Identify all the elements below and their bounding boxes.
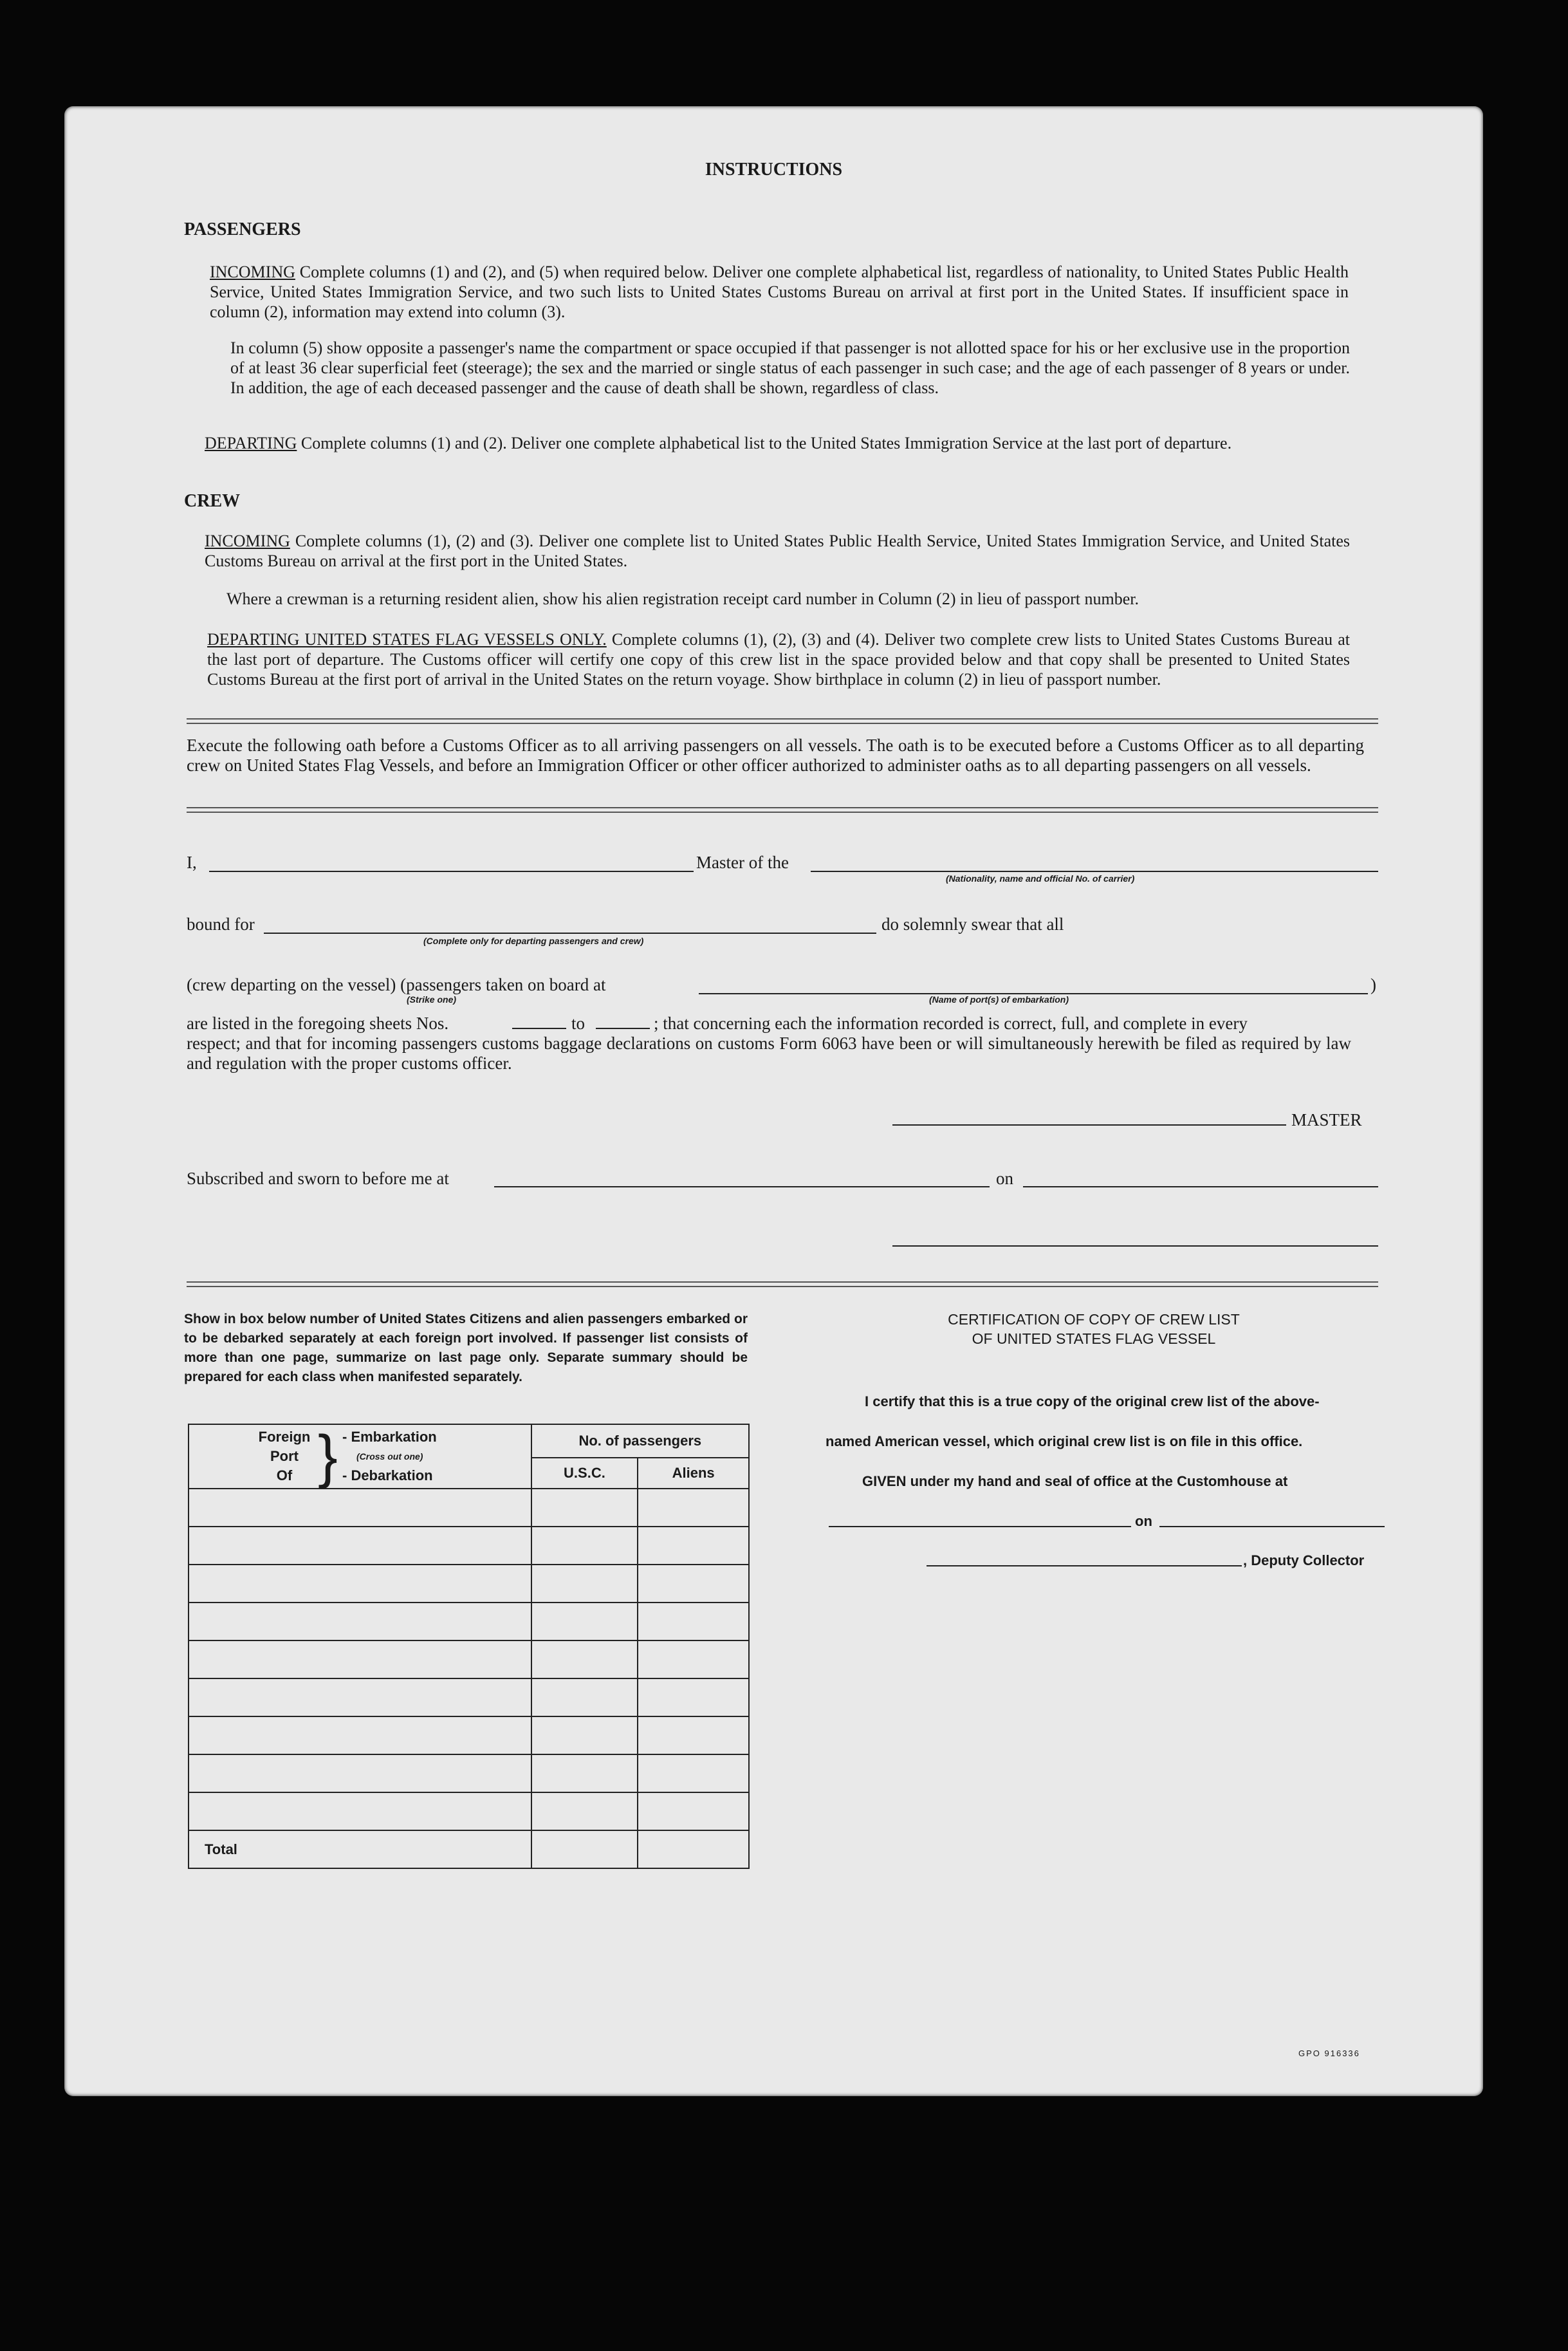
aliens-cell[interactable] xyxy=(638,1527,749,1565)
close-paren: ) xyxy=(1370,975,1376,994)
total-usc-cell[interactable] xyxy=(531,1830,638,1868)
divider xyxy=(187,718,1378,724)
header-port: Port xyxy=(270,1448,299,1464)
passenger-summary-table xyxy=(188,1424,750,1869)
aliens-cell[interactable] xyxy=(638,1565,749,1603)
table-row xyxy=(189,1640,749,1678)
sworn-date-field[interactable] xyxy=(1023,1186,1378,1187)
table-row xyxy=(189,1678,749,1716)
on-label: on xyxy=(996,1169,1013,1188)
divider xyxy=(187,1281,1378,1287)
header-foreign: Foreign xyxy=(258,1429,311,1445)
debarkation-label[interactable]: - Debarkation xyxy=(342,1467,433,1483)
port-cell[interactable] xyxy=(189,1716,531,1754)
usc-cell[interactable] xyxy=(531,1640,638,1678)
table-row xyxy=(189,1527,749,1565)
sheet-to-field[interactable] xyxy=(596,1028,650,1029)
port-cell[interactable] xyxy=(189,1527,531,1565)
cross-out-caption: (Cross out one) xyxy=(356,1451,423,1462)
bound-caption: (Complete only for departing passengers and crew) xyxy=(423,936,644,946)
port-cell[interactable] xyxy=(189,1489,531,1527)
crew-departing-label: DEPARTING UNITED STATES FLAG VESSELS ONLY. xyxy=(207,630,607,649)
usc-cell[interactable] xyxy=(531,1716,638,1754)
departing-label: DEPARTING xyxy=(205,434,297,452)
strike-caption: (Strike one) xyxy=(407,994,457,1005)
cert-on-label: on xyxy=(1135,1513,1152,1529)
port-cell[interactable] xyxy=(189,1565,531,1603)
table-row xyxy=(189,1754,749,1792)
deputy-collector-label: , Deputy Collector xyxy=(1243,1552,1365,1568)
total-aliens-cell[interactable] xyxy=(638,1830,749,1868)
foreign-port-header xyxy=(189,1424,531,1489)
certification-title xyxy=(824,1310,1364,1348)
swear-text: do solemnly swear that all xyxy=(881,915,1064,934)
oath-instruction: Execute the following oath before a Customs Officer as to all arriving passengers on all vessels. The oath is to be executed before a Customs Officer as to all departing crew on United States Flag Vessels, and before an Immigration Officer or other officer authorized to administer oaths as to all departing passengers on all vessels. xyxy=(187,736,1364,775)
table-row xyxy=(189,1716,749,1754)
given-text: GIVEN under my hand and seal of office at the Customhouse at xyxy=(862,1473,1288,1489)
gpo-code: GPO 916336 xyxy=(1298,2049,1360,2058)
certification-title-line1: CERTIFICATION OF COPY OF CREW LIST xyxy=(948,1311,1240,1328)
crew-heading: CREW xyxy=(184,491,241,511)
master-of-label: Master of the xyxy=(696,853,789,872)
port-cell[interactable] xyxy=(189,1640,531,1678)
aliens-header: Aliens xyxy=(638,1458,749,1489)
bound-for-field[interactable] xyxy=(264,933,876,934)
deputy-signature-field[interactable] xyxy=(927,1565,1242,1566)
aliens-cell[interactable] xyxy=(638,1754,749,1792)
sworn-place-field[interactable] xyxy=(494,1186,990,1187)
respect-text: respect; and that for incoming passengers customs baggage declarations on customs Form 6063 have been or will simultaneously herewith be filed as required by law and regulation with the proper customs officer. xyxy=(187,1034,1351,1073)
aliens-cell[interactable] xyxy=(638,1792,749,1830)
named-vessel-text: named American vessel, which original crew list is on file in this office. xyxy=(826,1433,1303,1449)
crew-incoming-instruction xyxy=(205,531,1350,571)
embarkation-label[interactable]: - Embarkation xyxy=(342,1429,437,1445)
port-cell[interactable] xyxy=(189,1754,531,1792)
oath-i-label: I, xyxy=(187,853,197,872)
port-caption: (Name of port(s) of embarkation) xyxy=(929,994,1069,1005)
incoming-label: INCOMING xyxy=(210,263,295,281)
listed-to: to xyxy=(571,1014,586,1033)
crew-incoming-label: INCOMING xyxy=(205,532,290,550)
usc-header: U.S.C. xyxy=(531,1458,638,1489)
header-of: Of xyxy=(276,1467,293,1483)
officer-signature-field[interactable] xyxy=(892,1245,1378,1247)
passengers-heading: PASSENGERS xyxy=(184,219,301,239)
summary-instruction: Show in box below number of United States Citizens and alien passengers embarked or to be debarked separately at each foreign port involved. If passenger list consists of more than one page, summarize on last page only. Separate summary should be prepared for each class when manifested separately. xyxy=(184,1312,748,1384)
aliens-cell[interactable] xyxy=(638,1716,749,1754)
certify-text: I certify that this is a true copy of the original crew list of the above- xyxy=(865,1393,1320,1409)
brace-icon: } xyxy=(318,1424,338,1489)
certification-title-line2: OF UNITED STATES FLAG VESSEL xyxy=(972,1330,1216,1347)
sheet-from-field[interactable] xyxy=(512,1028,566,1029)
usc-cell[interactable] xyxy=(531,1792,638,1830)
usc-cell[interactable] xyxy=(531,1489,638,1527)
usc-cell[interactable] xyxy=(531,1678,638,1716)
table-row xyxy=(189,1603,749,1640)
table-row xyxy=(189,1792,749,1830)
incoming-text: Complete columns (1) and (2), and (5) when required below. Deliver one complete alphabetical list, regardless of nationality, to United States Public Health Service, United States Immigration Service, and two such lists to United States Customs Bureau on arrival at first port in the United States. If insufficient space in column (2), information may extend into column (3). xyxy=(210,263,1349,321)
crew-departing-text: Complete columns (1), (2), (3) and (4). Deliver two complete crew lists to United States Customs Bureau at the last port of departure. The Customs officer will certify one copy of this crew list in the space provided below and that copy shall be presented to United States Customs Bureau at the first port of arrival in the United States on the return voyage. Show birthplace in column (2) in lieu of passport number. xyxy=(207,630,1351,689)
usc-cell[interactable] xyxy=(531,1754,638,1792)
form-sheet xyxy=(64,106,1483,2096)
port-cell[interactable] xyxy=(189,1603,531,1640)
master-signature-field[interactable] xyxy=(892,1124,1286,1126)
passengers-incoming-instruction xyxy=(210,262,1349,322)
crew-passengers-text: (crew departing on the vessel) (passengers taken on board at xyxy=(187,975,606,994)
table-row xyxy=(189,1565,749,1603)
usc-cell[interactable] xyxy=(531,1565,638,1603)
divider xyxy=(187,807,1378,813)
aliens-cell[interactable] xyxy=(638,1678,749,1716)
master-label: MASTER xyxy=(1291,1110,1362,1129)
total-row xyxy=(189,1830,749,1868)
listed-prefix: are listed in the foregoing sheets Nos. xyxy=(187,1014,449,1033)
port-cell[interactable] xyxy=(189,1678,531,1716)
port-cell[interactable] xyxy=(189,1792,531,1830)
table-row xyxy=(189,1489,749,1527)
cert-date-field[interactable] xyxy=(1159,1526,1385,1527)
passengers-departing-instruction xyxy=(205,433,1350,453)
total-label: Total xyxy=(189,1830,531,1868)
listed-suffix: ; that concerning each the information recorded is correct, full, and complete in every xyxy=(654,1014,1248,1033)
bound-for-label: bound for xyxy=(187,915,255,934)
page-title: INSTRUCTIONS xyxy=(705,160,843,180)
aliens-cell[interactable] xyxy=(638,1603,749,1640)
usc-cell[interactable] xyxy=(531,1603,638,1640)
usc-cell[interactable] xyxy=(531,1527,638,1565)
crew-incoming-text: Complete columns (1), (2) and (3). Deliver one complete list to United States Public Health Service, United States Immigration Service, and United States Customs Bureau on arrival at the first port in the United States. xyxy=(205,532,1350,570)
resident-alien-instruction: Where a crewman is a returning resident alien, show his alien registration receipt card number in Column (2) in lieu of passport number. xyxy=(226,590,1139,608)
column5-instruction: In column (5) show opposite a passenger's name the compartment or space occupied if that passenger is not allotted space for his or her exclusive use in the proportion of at least 36 clear superficial feet (steerage); the sex and the married or single status of each passenger in such case; and the age of each passenger of 8 years or under. In addition, the age of each deceased passenger and the cause of death shall be shown, regardless of class. xyxy=(230,339,1350,397)
aliens-cell[interactable] xyxy=(638,1489,749,1527)
vessel-name-field[interactable] xyxy=(811,871,1378,872)
customhouse-field[interactable] xyxy=(829,1526,1131,1527)
nationality-caption: (Nationality, name and official No. of carrier) xyxy=(946,873,1135,884)
crew-departing-instruction xyxy=(207,629,1350,689)
departing-text: Complete columns (1) and (2). Deliver one complete alphabetical list to the United States Immigration Service at the last port of departure. xyxy=(300,434,1232,452)
passengers-count-header: No. of passengers xyxy=(531,1424,749,1458)
aliens-cell[interactable] xyxy=(638,1640,749,1678)
subscribed-label: Subscribed and sworn to before me at xyxy=(187,1169,449,1188)
master-name-field[interactable] xyxy=(209,871,694,872)
